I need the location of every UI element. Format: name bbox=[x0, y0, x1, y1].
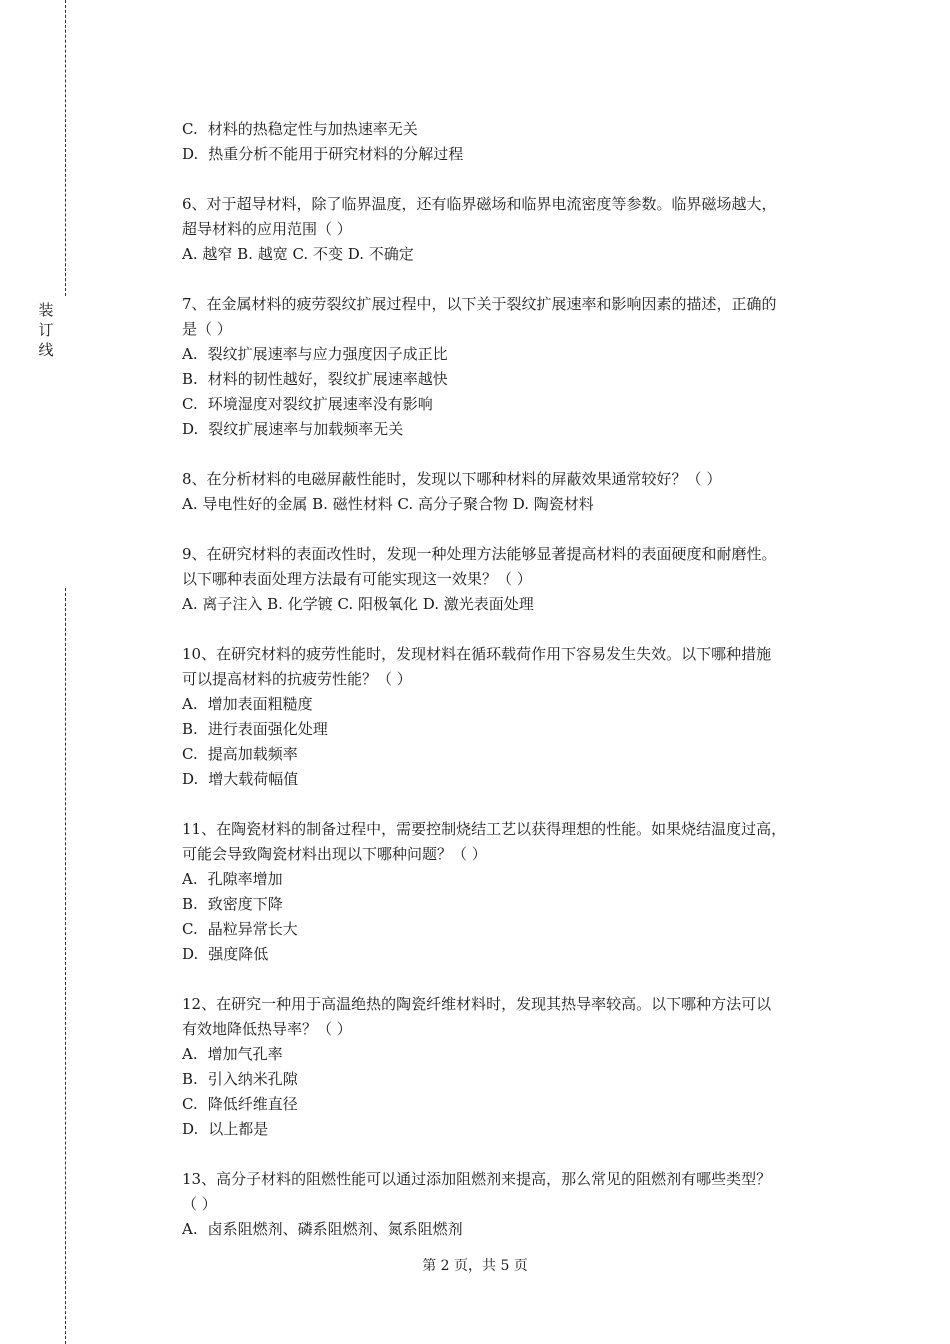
binding-dashed-line-bottom bbox=[65, 588, 66, 1344]
question-stem: 以下哪种表面处理方法最有可能实现这一效果？（ ） bbox=[182, 570, 532, 588]
question-10 bbox=[182, 642, 844, 792]
question-stem: 可能会导致陶瓷材料出现以下哪种问题？（ ） bbox=[182, 845, 487, 863]
question-stem: 7、在金属材料的疲劳裂纹扩展过程中，以下关于裂纹扩展速率和影响因素的描述，正确的 bbox=[182, 295, 777, 313]
option-b: B. 进行表面强化处理 bbox=[182, 720, 328, 738]
options-inline: A. 越窄 B. 越宽 C. 不变 D. 不确定 bbox=[182, 245, 414, 263]
binding-char: 线 bbox=[38, 341, 54, 359]
question-stem: 6、对于超导材料，除了临界温度，还有临界磁场和临界电流密度等参数。临界磁场越大， bbox=[182, 195, 777, 213]
question-stem: 8、在分析材料的电磁屏蔽性能时，发现以下哪种材料的屏蔽效果通常较好？（ ） bbox=[182, 470, 722, 488]
option-a: A. 增加气孔率 bbox=[182, 1045, 283, 1063]
option-a: A. 增加表面粗糙度 bbox=[182, 695, 313, 713]
question-stem: 11、在陶瓷材料的制备过程中，需要控制烧结工艺以获得理想的性能。如果烧结温度过高， bbox=[182, 820, 787, 838]
option-c: C. 材料的热稳定性与加热速率无关 bbox=[182, 120, 418, 138]
question-stem: （ ） bbox=[182, 1195, 217, 1213]
option-a: A. 孔隙率增加 bbox=[182, 870, 283, 888]
question-6 bbox=[182, 192, 844, 267]
binding-char: 装 bbox=[38, 301, 54, 319]
exam-content bbox=[182, 117, 844, 1242]
option-d: D. 强度降低 bbox=[182, 945, 269, 963]
option-d: D. 以上都是 bbox=[182, 1120, 269, 1138]
option-c: C. 晶粒异常长大 bbox=[182, 920, 298, 938]
option-d: D. 热重分析不能用于研究材料的分解过程 bbox=[182, 145, 464, 163]
question-9 bbox=[182, 542, 844, 617]
options-inline: A. 离子注入 B. 化学镀 C. 阳极氧化 D. 激光表面处理 bbox=[182, 595, 534, 613]
option-a: A. 卤系阻燃剂、磷系阻燃剂、氮系阻燃剂 bbox=[182, 1220, 463, 1238]
option-b: B. 引入纳米孔隙 bbox=[182, 1070, 298, 1088]
option-b: B. 材料的韧性越好，裂纹扩展速率越快 bbox=[182, 370, 448, 388]
page-footer: 第 2 页，共 5 页 bbox=[422, 1258, 528, 1274]
option-b: B. 致密度下降 bbox=[182, 895, 283, 913]
option-d: D. 裂纹扩展速率与加载频率无关 bbox=[182, 420, 404, 438]
question-5-tail bbox=[182, 117, 844, 167]
options-inline: A. 导电性好的金属 B. 磁性材料 C. 高分子聚合物 D. 陶瓷材料 bbox=[182, 495, 594, 513]
question-stem: 可以提高材料的抗疲劳性能？（ ） bbox=[182, 670, 412, 688]
question-stem: 12、在研究一种用于高温绝热的陶瓷纤维材料时，发现其热导率较高。以下哪种方法可以 bbox=[182, 995, 772, 1013]
option-d: D. 增大载荷幅值 bbox=[182, 770, 299, 788]
binding-label bbox=[36, 300, 56, 360]
question-stem: 超导材料的应用范围（ ） bbox=[182, 220, 352, 238]
question-11 bbox=[182, 817, 844, 967]
question-12 bbox=[182, 992, 844, 1142]
question-stem: 10、在研究材料的疲劳性能时，发现材料在循环载荷作用下容易发生失效。以下哪种措施 bbox=[182, 645, 772, 663]
option-c: C. 提高加载频率 bbox=[182, 745, 298, 763]
question-13 bbox=[182, 1167, 844, 1242]
option-c: C. 降低纤维直径 bbox=[182, 1095, 298, 1113]
binding-dashed-line-top bbox=[65, 0, 66, 296]
question-stem: 有效地降低热导率？（ ） bbox=[182, 1020, 352, 1038]
question-8 bbox=[182, 467, 844, 517]
question-stem: 13、高分子材料的阻燃性能可以通过添加阻燃剂来提高，那么常见的阻燃剂有哪些类型？ bbox=[182, 1170, 772, 1188]
question-stem: 9、在研究材料的表面改性时，发现一种处理方法能够显著提高材料的表面硬度和耐磨性。 bbox=[182, 545, 777, 563]
binding-char: 订 bbox=[38, 321, 54, 339]
question-7 bbox=[182, 292, 844, 442]
option-a: A. 裂纹扩展速率与应力强度因子成正比 bbox=[182, 345, 448, 363]
question-stem: 是（ ） bbox=[182, 320, 232, 338]
option-c: C. 环境湿度对裂纹扩展速率没有影响 bbox=[182, 395, 433, 413]
